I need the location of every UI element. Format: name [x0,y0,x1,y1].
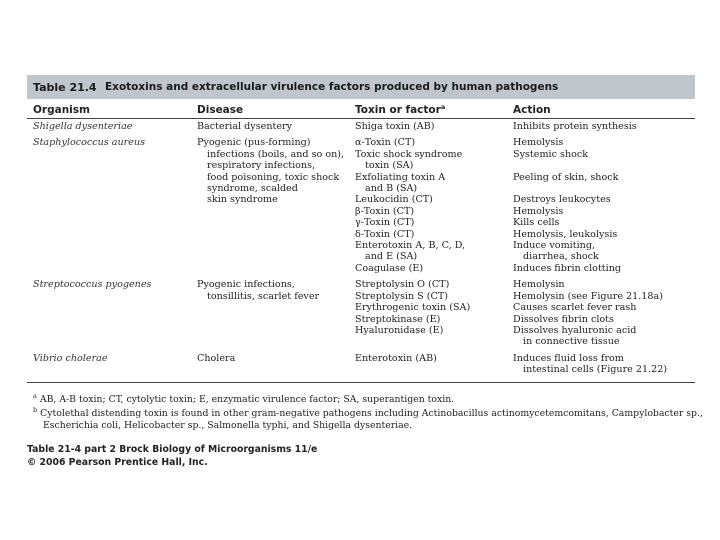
header-disease: Disease [197,104,244,116]
cell-toxin: Exfoliating toxin A [355,171,446,183]
cell-organism: Staphylococcus aureus [33,137,146,149]
table-row [27,160,695,171]
cell-action: Kills cells [513,217,560,229]
cell-disease [197,336,355,347]
cell-action: Inhibits protein synthesis [513,121,637,132]
cell-action: Induces fluid loss from [513,352,624,364]
cell-disease [197,325,355,336]
table-title: Exotoxins and extracellular virulence factors produced by human pathogens [105,81,559,93]
cell-disease [197,251,355,262]
figure-caption [27,443,317,469]
cell-toxin: toxin (SA) [365,160,414,172]
table-figure [27,75,703,431]
cell-action: Induce vomiting, [513,240,596,252]
cell-organism [27,302,197,313]
cell-toxin: β-Toxin (CT) [355,205,415,217]
cell-organism [27,160,197,171]
cell-toxin: Enterotoxin A, B, C, D, [355,240,466,252]
table-row [27,353,695,364]
header-toxin: Toxin or factor$^a$ [355,102,446,116]
cell-action: Hemolysin [513,279,565,291]
table-row [27,302,695,313]
cell-toxin: Leukocidin (CT) [355,194,433,206]
cell-toxin [355,364,513,375]
cell-toxin: and E (SA) [365,251,418,263]
cell-organism [27,263,197,274]
cell-organism [27,183,197,194]
cell-action: Peeling of skin, shock [513,171,619,183]
footnote-b: $^b$ Cytolethal distending toxin is found in other gram-negative pathogens including Actinobacillus actinomycetemcomitans, Campylobacter sp., [33,406,703,420]
cell-disease [197,364,355,375]
cell-disease [197,240,355,251]
cell-organism [27,172,197,183]
cell-action: in connective tissue [523,336,620,348]
table-row [27,172,695,183]
cell-action: Dissolves fibrin clots [513,313,614,325]
table-row [27,279,695,290]
cell-organism [27,217,197,228]
table-label: Table 21.4 [33,80,97,94]
table-row [27,137,695,148]
cell-disease: tonsillitis, scarlet fever [207,290,320,302]
table-row [27,240,695,251]
cell-disease [197,314,355,325]
table-body [27,119,695,376]
table-row [27,325,695,336]
cell-action [513,160,695,171]
cell-toxin: Erythrogenic toxin (SA) [355,302,471,314]
table-row [27,206,695,217]
table-row [27,149,695,160]
table-row [27,217,695,228]
cell-action: Hemolysin (see Figure 21.18a) [513,290,663,302]
caption-title: Table 21-4 part 2 Brock Biology of Microorganisms 11/e [27,444,318,455]
cell-organism [27,291,197,302]
header-action: Action [513,104,551,116]
cell-disease [197,302,355,313]
caption-copyright: © 2006 Pearson Prentice Hall, Inc. [27,457,208,468]
table-row [27,291,695,302]
table-row [27,314,695,325]
cell-disease: syndrome, scalded [207,183,298,195]
cell-organism [27,194,197,205]
cell-toxin: Coagulase (E) [355,262,424,274]
cell-organism [27,206,197,217]
cell-toxin: γ-Toxin (CT) [355,217,415,229]
cell-action: Dissolves hyaluronic acid [513,324,637,336]
cell-toxin: and B (SA) [365,183,418,195]
table-row [27,183,695,194]
cell-toxin: Shiga toxin (AB) [355,121,435,132]
table-row [27,364,695,375]
cell-organism [27,149,197,160]
cell-disease [197,206,355,217]
table-title-bar [27,75,695,99]
cell-disease: Pyogenic (pus-forming) [197,137,311,149]
cell-toxin: δ-Toxin (CT) [355,228,415,240]
cell-organism [27,364,197,375]
cell-organism [27,251,197,262]
cell-action: Destroys leukocytes [513,194,611,206]
table-row [27,263,695,274]
cell-disease [197,229,355,240]
header-organism: Organism [33,104,90,116]
table-footnotes [27,383,703,432]
table-row [27,194,695,205]
cell-organism [27,240,197,251]
footnote-a: $^a$ AB, A-B toxin; CT, cytolytic toxin; E, enzymatic virulence factor; SA, superantigen toxin. [33,391,455,405]
cell-action: Causes scarlet fever rash [513,302,637,314]
cell-organism [27,336,197,347]
cell-disease: skin syndrome [207,194,278,206]
table-row [27,251,695,262]
cell-toxin [355,336,513,347]
cell-organism: Shigella dysenteriae [33,121,133,132]
cell-disease [197,217,355,228]
cell-action: diarrhea, shock [523,251,599,263]
cell-action: Hemolysis [513,205,564,217]
cell-toxin: Enterotoxin (AB) [355,352,437,364]
cell-organism: Vibrio cholerae [33,352,108,364]
cell-organism [27,229,197,240]
cell-organism [27,325,197,336]
cell-organism: Streptococcus pyogenes [33,279,152,291]
footnote-b-continued: Escherichia coli, Helicobacter sp., Salmonella typhi, and Shigella dysenteriae. [43,419,413,431]
cell-organism [27,314,197,325]
cell-toxin: Streptokinase (E) [355,313,441,325]
cell-disease: Cholera [197,352,236,364]
cell-action [513,183,695,194]
cell-action: Systemic shock [513,148,589,160]
cell-toxin: Toxic shock syndrome [355,148,463,160]
cell-action: Induces fibrin clotting [513,262,622,274]
cell-disease: respiratory infections, [207,160,316,172]
table-row [27,336,695,347]
cell-disease: food poisoning, toxic shock [207,171,340,183]
cell-action: Hemolysis, leukolysis [513,228,618,240]
cell-disease: infections (boils, and so on), [207,148,345,160]
table-row [27,121,695,132]
cell-action: Hemolysis [513,137,564,149]
cell-toxin: Streptolysin S (CT) [355,290,449,302]
table-row [27,229,695,240]
cell-action: intestinal cells (Figure 21.22) [523,364,668,376]
cell-disease [197,263,355,274]
cell-toxin: Hyaluronidase (E) [355,324,444,336]
cell-toxin: Streptolysin O (CT) [355,279,450,291]
header-toxin-footnote-mark: a [440,102,446,111]
table-header-row [27,99,695,119]
cell-disease: Bacterial dysentery [197,121,293,132]
cell-toxin: α-Toxin (CT) [355,137,416,149]
cell-disease: Pyogenic infections, [197,279,295,291]
